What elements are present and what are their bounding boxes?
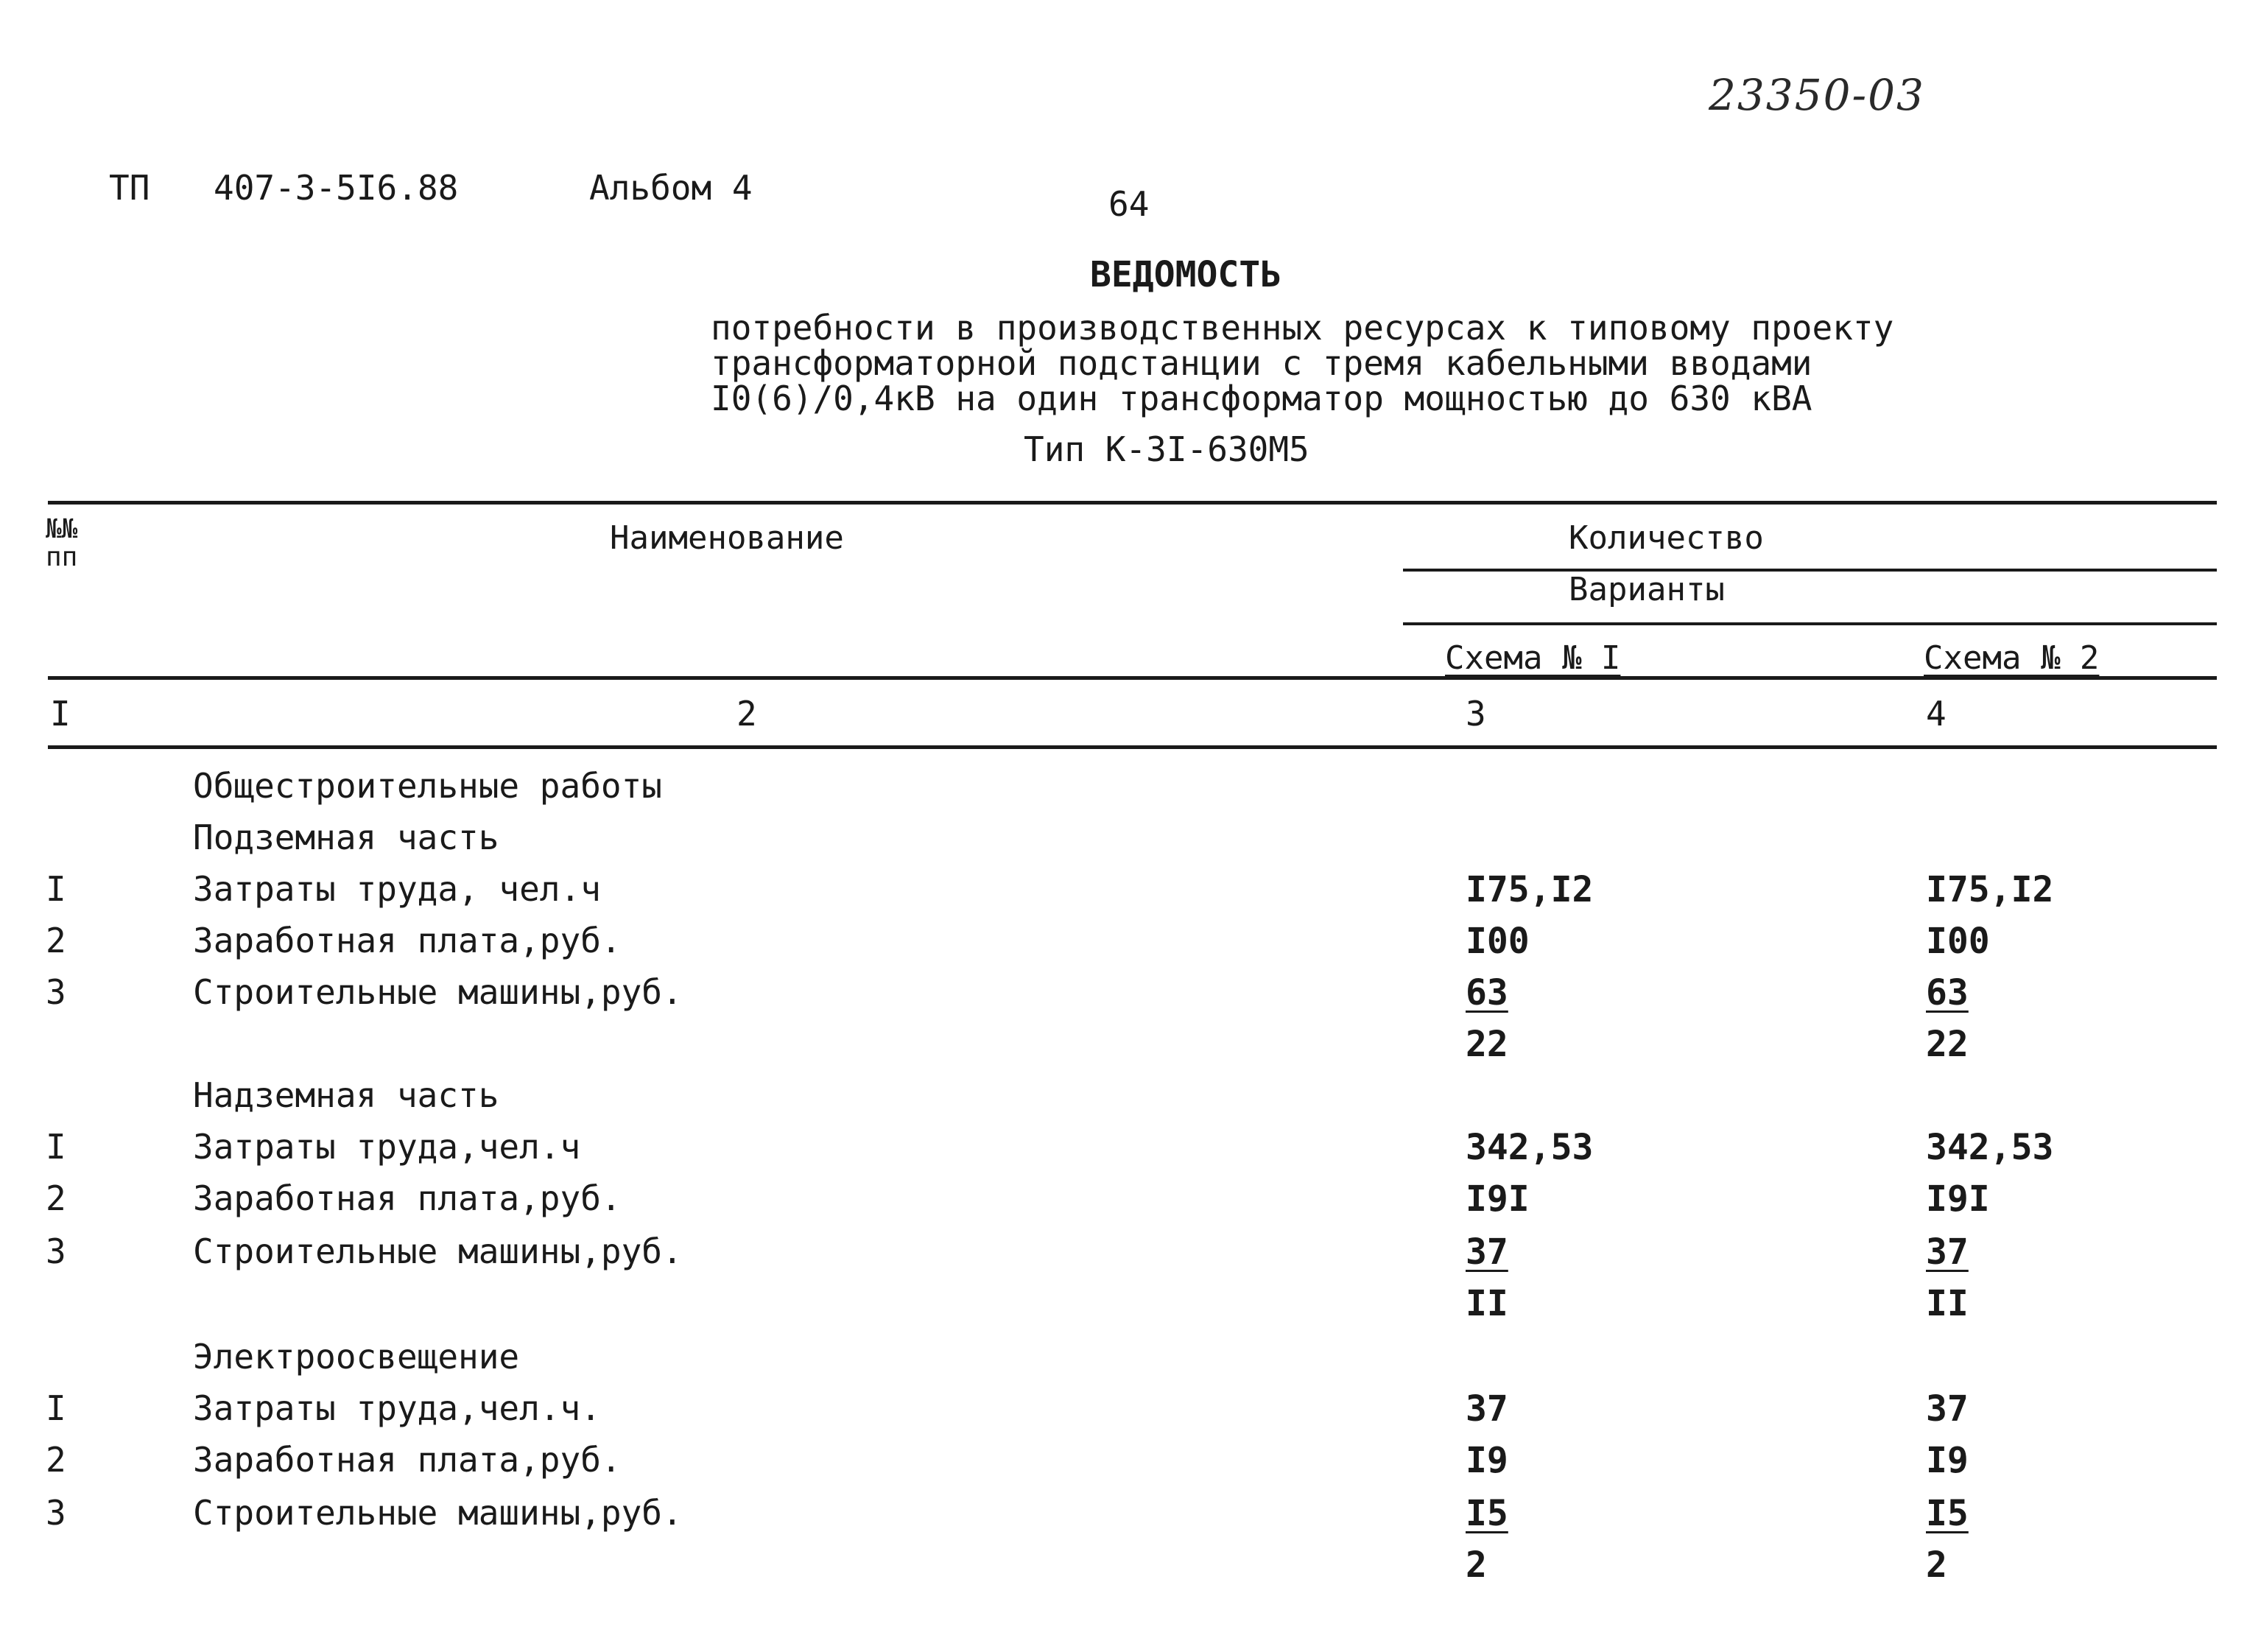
row-number: 2: [46, 1440, 66, 1480]
scheme-1-denominator: 22: [1466, 1024, 1508, 1065]
section-subtitle: Подземная часть: [193, 818, 499, 857]
tp-label: ТП: [109, 168, 150, 208]
scheme-2-value: І75,І2: [1926, 869, 2054, 910]
row-name: Заработная плата,руб.: [193, 1178, 622, 1218]
scheme-2-value: І9І: [1926, 1178, 1990, 1220]
scheme-2-denominator: 2: [1926, 1544, 1947, 1586]
row-name: Строительные машины,руб.: [193, 1493, 683, 1533]
scheme-1-value: 37: [1466, 1388, 1508, 1430]
row-number: І: [46, 1388, 66, 1428]
scheme-2-value: І00: [1926, 921, 1990, 962]
scheme-2-value: 37: [1926, 1388, 1969, 1430]
table-top-rule: [48, 501, 2217, 505]
scheme-2-numerator: І5: [1926, 1493, 1969, 1534]
row-number: І: [46, 1127, 66, 1167]
header-bottom-rule: [48, 676, 2217, 680]
type-line: Тип К-3І-630М5: [1024, 429, 1309, 469]
name-col-header: Наименование: [610, 519, 844, 557]
row-name: Заработная плата,руб.: [193, 921, 622, 960]
row-name: Затраты труда,чел.ч: [193, 1127, 581, 1167]
scheme-2-header: Схема № 2: [1924, 639, 2100, 677]
section-title: Общестроительные работы: [193, 766, 662, 806]
scheme-1-denominator: 2: [1466, 1544, 1487, 1586]
row-name: Строительные машины,руб.: [193, 972, 683, 1012]
page-number: 64: [1108, 184, 1150, 224]
qty-col-header: Количество: [1569, 519, 1764, 557]
variants-rule: [1403, 622, 2217, 625]
variants-header: Варианты: [1569, 571, 1725, 608]
col-number-3: 3: [1466, 694, 1486, 734]
scheme-1-value: І75,І2: [1466, 869, 1594, 910]
handwritten-doc-number: 23350-03: [1709, 70, 1925, 120]
row-name: Затраты труда,чел.ч.: [193, 1388, 601, 1428]
subtitle-line-3: І0(6)/0,4кВ на один трансформатор мощностью до 630 кВА: [711, 379, 1812, 418]
section-title: Надземная часть: [193, 1075, 499, 1115]
document-title: ВЕДОМОСТЬ: [1090, 254, 1282, 295]
scheme-1-header: Схема № І: [1445, 639, 1621, 677]
colnum-bottom-rule: [48, 745, 2217, 749]
col-number-2: 2: [736, 694, 757, 734]
scheme-1-denominator: ІІ: [1466, 1283, 1508, 1324]
project-code: 407-3-5І6.88: [214, 168, 459, 208]
album-label: Альбом 4: [589, 168, 753, 208]
qty-rule: [1403, 569, 2217, 572]
scheme-2-value: І9: [1926, 1440, 1969, 1481]
num-col-header-line-1: №№: [46, 514, 78, 544]
scheme-2-value: 342,53: [1926, 1127, 2054, 1168]
col-number-1: І: [50, 694, 71, 734]
scheme-1-value: І00: [1466, 921, 1530, 962]
subtitle-line-2: трансформаторной подстанции с тремя кабельными вводами: [711, 343, 1812, 383]
scheme-2-numerator: 37: [1926, 1231, 1969, 1273]
col-number-4: 4: [1926, 694, 1947, 734]
row-name: Заработная плата,руб.: [193, 1440, 622, 1480]
num-col-header-line-2: пп: [46, 542, 78, 572]
scheme-1-value: 342,53: [1466, 1127, 1594, 1168]
scheme-1-numerator: І5: [1466, 1493, 1508, 1534]
row-number: 3: [46, 972, 66, 1012]
row-name: Затраты труда, чел.ч: [193, 869, 601, 909]
row-number: І: [46, 869, 66, 909]
scheme-2-numerator: 63: [1926, 972, 1969, 1013]
row-number: 2: [46, 921, 66, 960]
num-col-header: [46, 516, 77, 572]
scheme-2-denominator: ІІ: [1926, 1283, 1969, 1324]
row-number: 3: [46, 1231, 66, 1271]
row-number: 2: [46, 1178, 66, 1218]
scheme-2-denominator: 22: [1926, 1024, 1969, 1065]
row-number: 3: [46, 1493, 66, 1533]
scheme-1-numerator: 63: [1466, 972, 1508, 1013]
scheme-1-value: І9І: [1466, 1178, 1530, 1220]
scheme-1-value: І9: [1466, 1440, 1508, 1481]
subtitle-line-1: потребности в производственных ресурсах к типовому проекту: [711, 308, 1894, 348]
row-name: Строительные машины,руб.: [193, 1231, 683, 1271]
scheme-1-numerator: 37: [1466, 1231, 1508, 1273]
section-title: Электроосвещение: [193, 1337, 520, 1377]
